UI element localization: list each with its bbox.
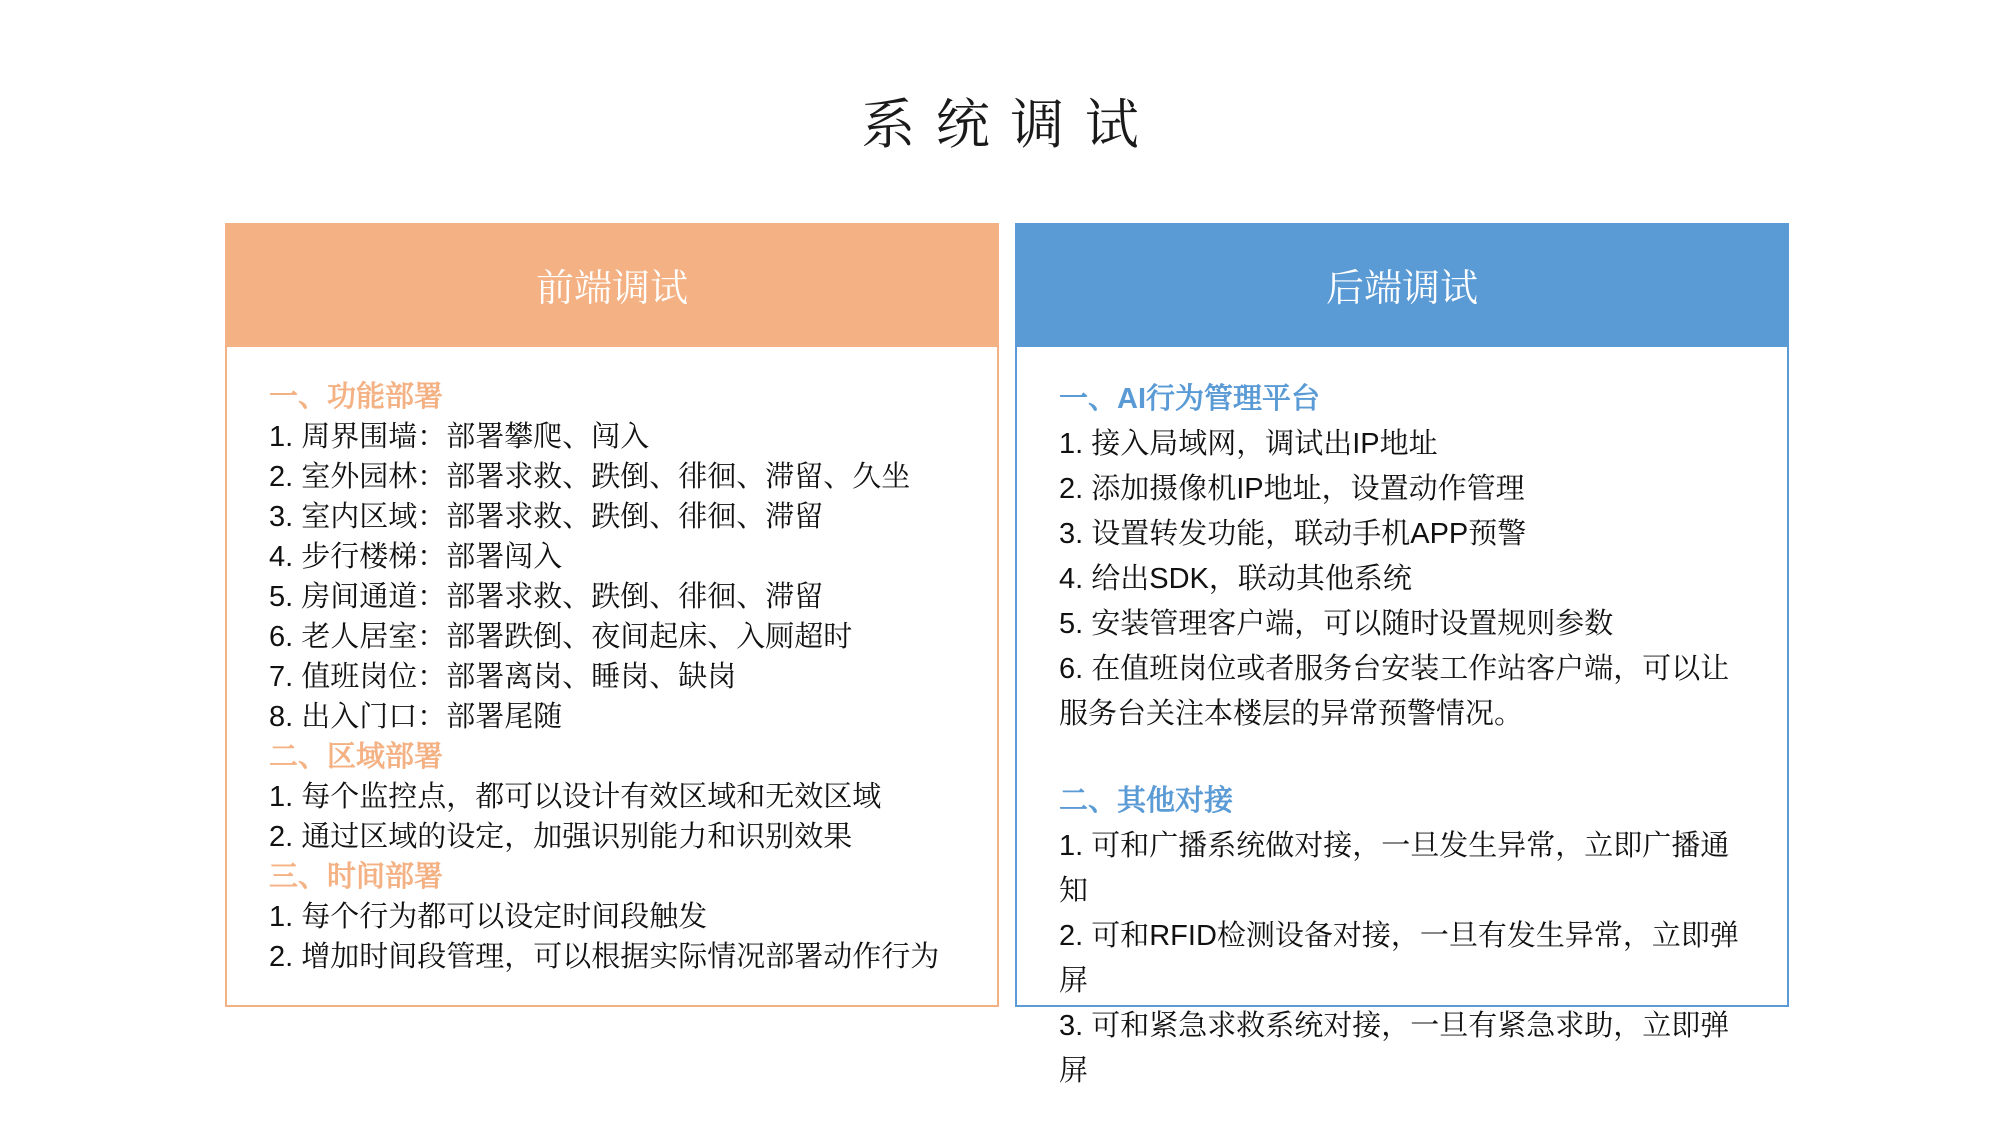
panel-frontend — [225, 223, 999, 1007]
list-item: 2. 增加时间段管理，可以根据实际情况部署动作行为 — [269, 941, 940, 973]
list-item: 1. 可和广播系统做对接，一旦发生异常，立即广播通知 — [1059, 830, 1730, 907]
list-item: 1. 周界围墙：部署攀爬、闯入 — [269, 421, 650, 453]
list-item: 3. 可和紧急求救系统对接，一旦有紧急求助，立即弹屏 — [1059, 1010, 1730, 1087]
list-item: 4. 步行楼梯：部署闯入 — [269, 541, 563, 573]
list-item: 6. 老人居室：部署跌倒、夜间起床、入厕超时 — [269, 621, 853, 653]
section — [1059, 779, 1745, 1094]
list-item: 2. 可和RFID检测设备对接，一旦有发生异常，立即弹屏 — [1059, 920, 1739, 997]
section — [269, 737, 955, 857]
section-heading: 一、AI行为管理平台 — [1059, 383, 1321, 415]
list-item: 1. 每个监控点，都可以设计有效区域和无效区域 — [269, 781, 882, 813]
list-item: 1. 接入局域网，调试出IP地址 — [1059, 428, 1438, 460]
list-item: 2. 室外园林：部署求救、跌倒、徘徊、滞留、久坐 — [269, 461, 911, 493]
list-item: 4. 给出SDK，联动其他系统 — [1059, 563, 1412, 595]
list-item: 7. 值班岗位：部署离岗、睡岗、缺岗 — [269, 661, 737, 693]
list-item: 1. 每个行为都可以设定时间段触发 — [269, 901, 708, 933]
list-item: 5. 安装管理客户端，可以随时设置规则参数 — [1059, 608, 1614, 640]
panel-backend-header: 后端调试 — [1015, 223, 1789, 345]
section-heading: 二、区域部署 — [269, 741, 444, 773]
list-item: 5. 房间通道：部署求救、跌倒、徘徊、滞留 — [269, 581, 824, 613]
panel-sections — [269, 377, 955, 977]
list-item: 3. 设置转发功能，联动手机APP预警 — [1059, 518, 1527, 550]
panel-backend-body — [1015, 345, 1789, 1087]
panel-sections — [1059, 377, 1745, 1094]
section — [1059, 377, 1745, 737]
section-heading: 二、其他对接 — [1059, 785, 1234, 817]
section — [269, 377, 955, 737]
section-heading: 三、时间部署 — [269, 861, 444, 893]
list-item: 6. 在值班岗位或者服务台安装工作站客户端，可以让服务台关注本楼层的异常预警情况。 — [1059, 653, 1730, 730]
list-item: 3. 室内区域：部署求救、跌倒、徘徊、滞留 — [269, 501, 824, 533]
section — [269, 857, 955, 977]
panel-backend — [1015, 223, 1789, 1087]
panel-frontend-body — [225, 345, 999, 1007]
section-heading: 一、功能部署 — [269, 381, 444, 413]
panel-frontend-header: 前端调试 — [225, 223, 999, 345]
page-title: 系统调试 — [861, 95, 1160, 155]
list-item: 2. 添加摄像机IP地址，设置动作管理 — [1059, 473, 1525, 505]
list-item: 8. 出入门口：部署尾随 — [269, 701, 563, 733]
list-item: 2. 通过区域的设定，加强识别能力和识别效果 — [269, 821, 853, 853]
